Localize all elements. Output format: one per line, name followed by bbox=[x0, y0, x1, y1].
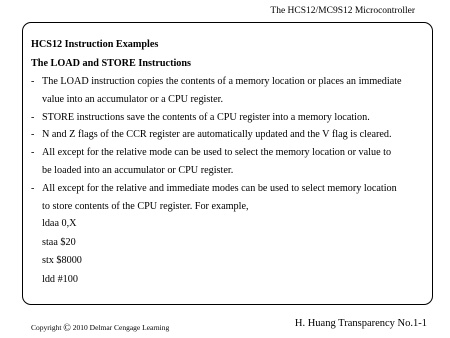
code-line: ldaa 0,X bbox=[42, 218, 77, 230]
bullet-dash: - bbox=[31, 76, 35, 87]
bullet-dash: - bbox=[31, 147, 35, 159]
bullet-text: be loaded into an accumulator or CPU register. bbox=[42, 164, 234, 176]
code-line: ldd #100 bbox=[42, 273, 78, 285]
bullet-item bbox=[31, 144, 426, 180]
code-example bbox=[31, 215, 426, 289]
bullet-text: All except for the relative mode can be used to select the memory location or value to bbox=[42, 147, 392, 159]
bullet-dash: - bbox=[31, 129, 35, 141]
copyright-symbol: © bbox=[63, 323, 71, 334]
bullet-item bbox=[31, 109, 426, 127]
copyright-notice bbox=[31, 322, 169, 333]
copyright-word: Copyright bbox=[31, 323, 62, 332]
bullet-text: N and Z flags of the CCR register are automatically updated and the V flag is cleared. bbox=[42, 129, 392, 141]
bullet-item bbox=[31, 73, 426, 109]
bullet-text: All except for the relative and immediate modes can be used to select memory location bbox=[42, 182, 397, 194]
section-heading: The LOAD and STORE Instructions bbox=[31, 58, 192, 69]
bullet-text: STORE instructions save the contents of a CPU register into a memory location. bbox=[42, 111, 370, 123]
bullet-item bbox=[31, 126, 426, 144]
bullet-text: The LOAD instruction copies the contents of a memory location or places an immediate bbox=[42, 76, 402, 87]
presentation-title: The HCS12/MC9S12 Microcontroller bbox=[270, 6, 415, 16]
code-line: stx $8000 bbox=[42, 255, 82, 267]
bullet-item bbox=[31, 180, 426, 216]
bullet-text: value into an accumulator or a CPU register. bbox=[42, 93, 224, 105]
copyright-holder: 2010 Delmar Cengage Learning bbox=[72, 323, 170, 332]
slide-content bbox=[31, 36, 426, 289]
bullet-dash: - bbox=[31, 182, 35, 194]
bullet-dash: - bbox=[31, 111, 35, 123]
transparency-number: H. Huang Transparency No.1-1 bbox=[294, 318, 427, 329]
code-line: staa $20 bbox=[42, 236, 76, 248]
slide-heading: HCS12 Instruction Examples bbox=[31, 39, 159, 50]
bullet-text: to store contents of the CPU register. For example, bbox=[42, 200, 249, 212]
